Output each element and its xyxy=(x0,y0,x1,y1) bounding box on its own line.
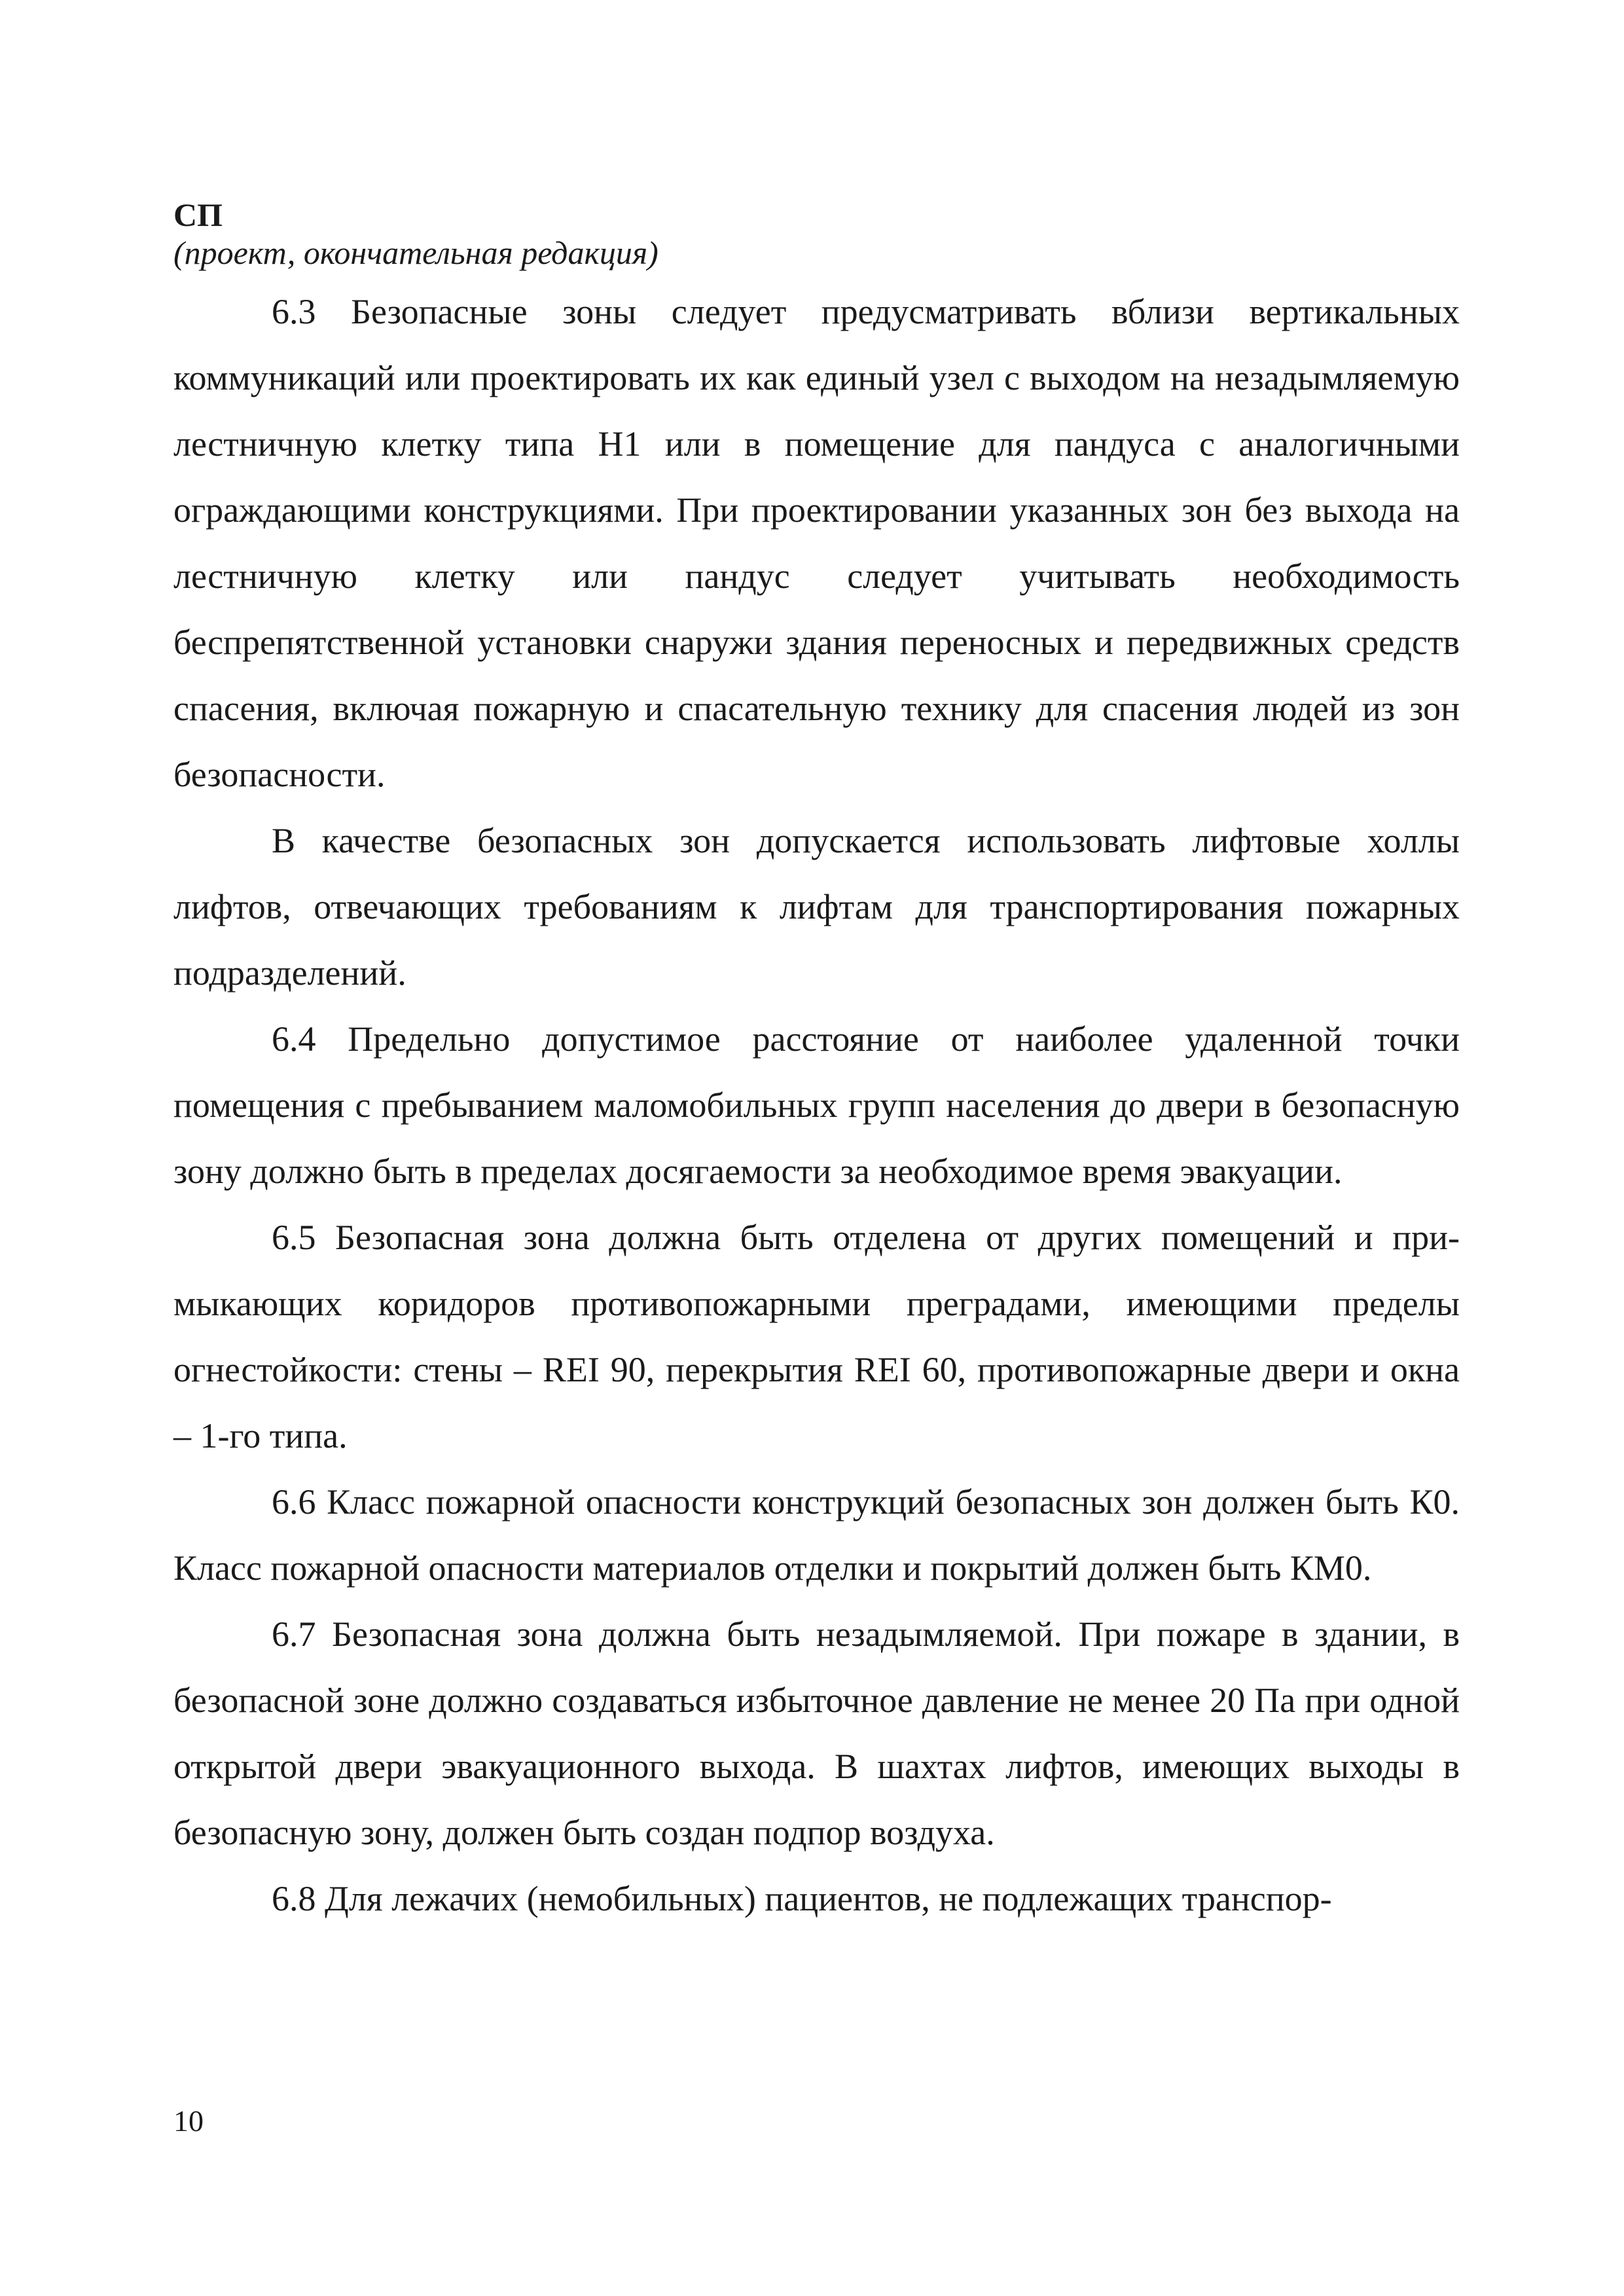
paragraph-6-7: 6.7 Безопасная зона должна быть незадымляемой. При пожаре в здании, в безопасной зоне должно создаваться избыточное давление не менее 20 Па при одной открытой двери эвакуационного выхода. В шахтах лифтов, имеющих выходы в безопасную зону, должен быть создан подпор воздуха. xyxy=(173,1614,1460,1852)
paragraph-6-4: 6.4 Предельно допустимое расстояние от наиболее удаленной точки помещения с пребыванием маломобильных групп населения до двери в безопасную зону должно быть в пределах досягаемости за необходимое время эвакуации. xyxy=(173,1019,1460,1191)
document-code: СП xyxy=(173,196,223,233)
page-number: 10 xyxy=(173,2104,204,2138)
paragraph-6-5: 6.5 Безопасная зона должна быть отделена от других помещений и примыкающих коридоров противопожарными преградами, имеющими пределы огнестойкости: стены – REI 90, перекрытия REI 60, противопожарные двери и окна – 1-го типа. xyxy=(173,1218,1460,1455)
document-status: (проект, окончательная редакция) xyxy=(173,234,659,271)
paragraph-6-6: 6.6 Класс пожарной опасности конструкций безопасных зон должен быть К0. Класс пожарной опасности материалов отделки и покрытий должен быть КМ0. xyxy=(173,1482,1460,1588)
document-page xyxy=(173,196,1460,1932)
paragraph-6-3: 6.3 Безопасные зоны следует предусматривать вблизи вертикальных коммуникаций или проектировать их как единый узел с выходом на незадымляемую лестничную клетку типа Н1 или в помещение для пандуса с аналогичными ограждающими конструкциями. При проектировании указанных зон без выхода на лестничную клетку или пандус следует учитывать необходимость беспрепятственной установки снаружи здания переносных и передвижных средств спасения, включая пожарную и спасательную технику для спасения людей из зон безопасности. xyxy=(173,292,1460,794)
paragraph-6-3-cont: В качестве безопасных зон допускается использовать лифтовые холлы лифтов, отвечающих требованиям к лифтам для транспортирования пожарных подразделений. xyxy=(173,821,1460,993)
paragraph-6-8: 6.8 Для лежачих (немобильных) пациентов, не подлежащих транспор- xyxy=(272,1879,1332,1918)
